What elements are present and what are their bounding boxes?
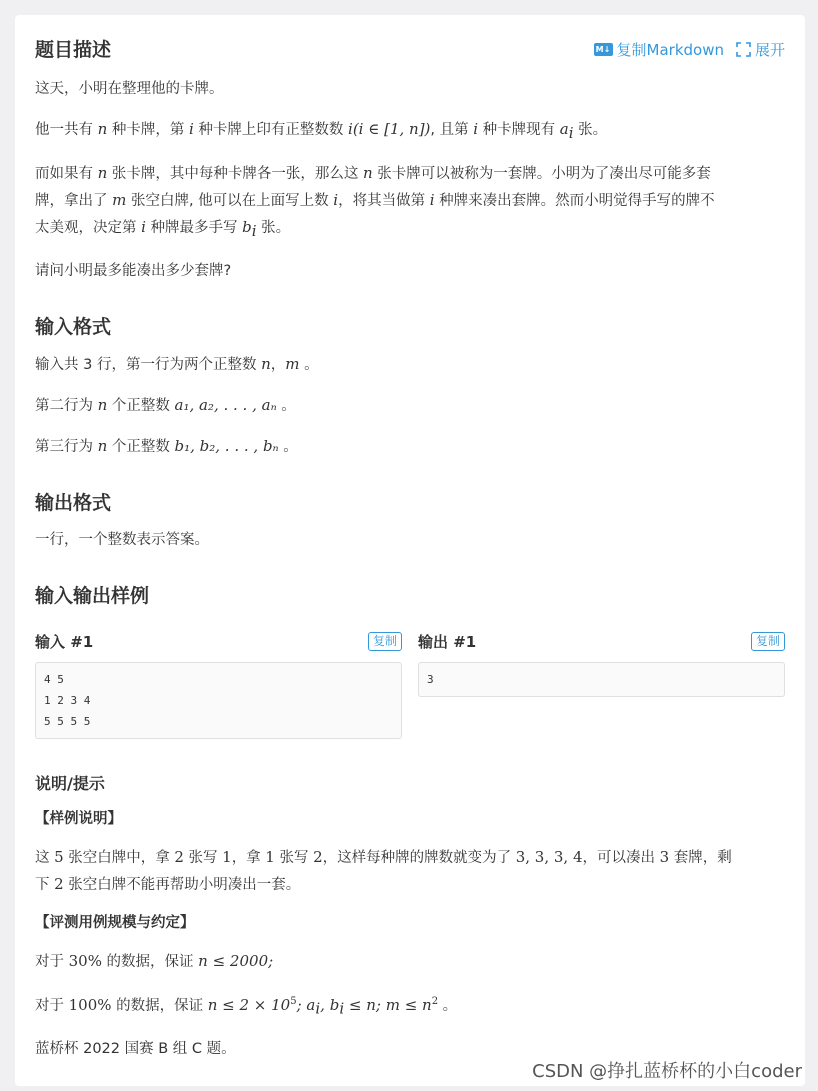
header-actions <box>594 39 785 60</box>
sample-input-header <box>35 632 402 652</box>
desc-paragraph-4: 请问小明最多能凑出多少套牌? <box>35 262 232 279</box>
section-title-samples: 输入输出样例 <box>35 584 150 607</box>
copy-output-button[interactable]: 复制 <box>751 632 785 651</box>
section-title-input-format: 输入格式 <box>35 315 112 338</box>
sample-explanation-title: 【样例说明】 <box>35 810 122 827</box>
scale-title: 【评测用例规模与约定】 <box>35 914 195 931</box>
scale-line-2: 对于 100% 的数据，保证 $n \le 2 \times 10^5$; $a_i$, $b_i \le n$; $m \le n^2$ 。 <box>35 995 458 1018</box>
scale-line-1: 对于 30% 的数据，保证 n ≤ 2000; <box>35 951 274 970</box>
desc-paragraph-3: 而如果有 n 张卡牌，其中每种卡牌各一张，那么这 n 张卡牌可以被称为一套牌。小明为了凑出尽可能多套 牌，拿出了 m 张空白牌, 他可以在上面写上数 i，将其当做第 i 种牌来凑出套牌。然而小明觉得手写的牌不 太美观，决定第 i 种牌最多手写 $b_i$ 张。 <box>35 163 715 240</box>
sample-output-title: 输出 #1 <box>418 633 477 652</box>
sample-output-column <box>418 632 785 739</box>
desc-paragraph-1: 这天，小明在整理他的卡牌。 <box>35 81 224 97</box>
copy-markdown-label: 复制Markdown <box>616 41 724 59</box>
section-title-description: 题目描述 <box>35 39 112 61</box>
sample-explanation-text: 这 5 张空白牌中，拿 2 张写 1，拿 1 张写 2，这样每种牌的牌数就变为了 3, 3, 3, 4，可以凑出 3 套牌，剩 下 2 张空白牌不能再帮助小明凑出一套。 <box>35 847 732 893</box>
input-format-line-2: 第二行为 n 个正整数 a₁, a₂, . . . , aₙ 。 <box>35 395 296 414</box>
input-format-line-3: 第三行为 n 个正整数 b₁, b₂, . . . , bₙ 。 <box>35 436 298 455</box>
section-title-hint: 说明/提示 <box>35 773 105 793</box>
expand-label: 展开 <box>754 41 785 59</box>
sample-input-block: 4 5 1 2 3 4 5 5 5 5 <box>35 662 402 739</box>
problem-card <box>15 15 805 1086</box>
sample-output-block: 3 <box>418 662 785 697</box>
expand-icon <box>736 42 751 57</box>
desc-paragraph-2: 他一共有 n 种卡牌，第 i 种卡牌上印有正整数数 i(i ∈ [1, n]), 且第 i 种卡牌现有 $a_i$ 张。 <box>35 120 608 142</box>
expand-button[interactable] <box>736 39 785 60</box>
sample-input-title: 输入 #1 <box>35 633 94 652</box>
problem-header <box>35 15 785 81</box>
sample-input-column <box>35 632 402 739</box>
section-title-output-format: 输出格式 <box>35 491 112 514</box>
description-body <box>35 76 785 284</box>
input-format-line-1: 输入共 3 行，第一行为两个正整数 n，m 。 <box>35 354 319 373</box>
copy-input-button[interactable]: 复制 <box>368 632 402 651</box>
csdn-watermark: CSDN @挣扎蓝桥杯的小白coder <box>532 1061 802 1082</box>
copy-markdown-button[interactable] <box>594 39 724 60</box>
output-format-text: 一行，一个整数表示答案。 <box>35 531 209 548</box>
problem-source: 蓝桥杯 2022 国赛 B 组 C 题。 <box>35 1040 236 1057</box>
samples-container <box>35 632 785 739</box>
sample-output-header <box>418 632 785 652</box>
markdown-icon: M↓ <box>594 43 613 56</box>
